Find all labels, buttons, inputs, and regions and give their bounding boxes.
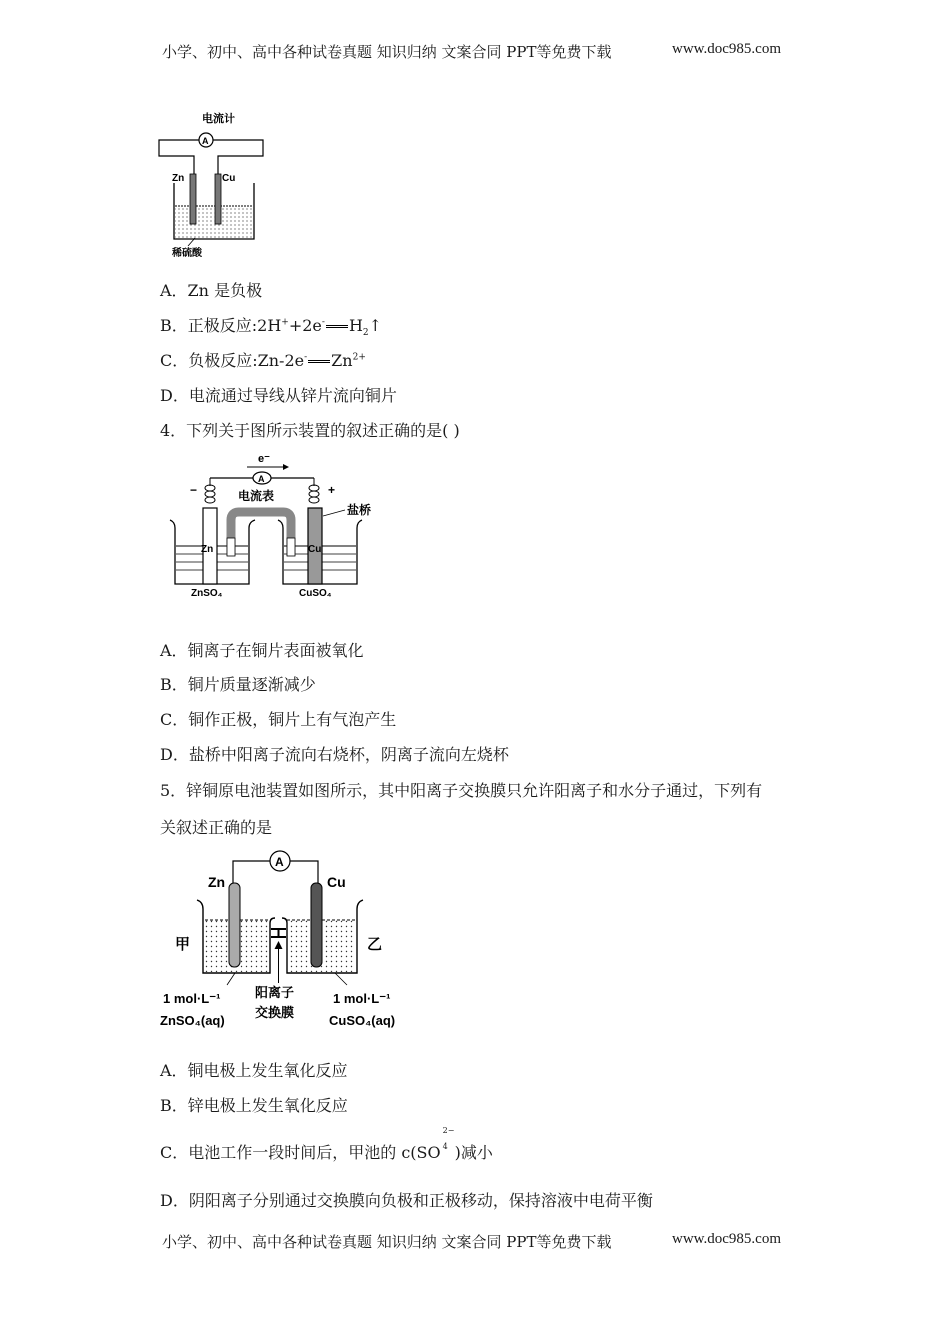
zn-electrode xyxy=(190,174,196,224)
cu-electrode xyxy=(311,883,322,967)
zn-label: Zn xyxy=(201,544,214,555)
zn-electrode xyxy=(229,883,240,967)
q4-option-d: D．盐桥中阳离子流向右烧杯，阴离子流向左烧杯 xyxy=(160,745,509,764)
ammeter-symbol: A xyxy=(275,855,284,869)
q5-stem-line2: 关叙述正确的是 xyxy=(160,818,273,837)
figure-membrane-cell xyxy=(155,845,415,1035)
q3-option-b: B．正极反应:2H++2e- $H_2↑$ xyxy=(160,316,383,339)
q5-option-c: C．电池工作一段时间后，甲池的 c(SO 2− 4 )减小 xyxy=(160,1126,493,1162)
q3-option-c: C．负极反应:Zn-2e- $Zn^{2+}$ xyxy=(160,351,366,370)
equals-sign xyxy=(326,325,348,328)
q5-option-b: B．锌电极上发生氧化反应 xyxy=(160,1096,348,1115)
q4-option-c: C．铜作正极，铜片上有气泡产生 xyxy=(160,710,397,729)
salt-bridge xyxy=(231,512,291,556)
ammeter-symbol: A xyxy=(202,136,209,146)
left-concentration: 1 mol·L⁻¹ xyxy=(163,991,221,1006)
znso4-label: ZnSO₄(aq) xyxy=(160,1013,225,1028)
ammeter-label: 电流计 xyxy=(202,113,235,125)
ammeter-label: 电流表 xyxy=(238,489,275,503)
membrane-label-line2: 交换膜 xyxy=(255,1005,295,1020)
figure-zn-cu-acid-cell xyxy=(150,108,280,260)
q4-stem: 4．下列关于图所示装置的叙述正确的是( ) xyxy=(160,421,460,440)
acid-solution xyxy=(175,206,253,238)
cuso4-label: CuSO₄(aq) xyxy=(329,1013,396,1028)
negative-sign: − xyxy=(190,483,198,497)
q3-option-a: A．Zn 是负极 xyxy=(160,281,263,300)
footer-url: www.doc985.com xyxy=(672,1231,782,1247)
cu-label: Cu xyxy=(327,874,346,890)
positive-sign: + xyxy=(328,483,336,497)
right-concentration: 1 mol·L⁻¹ xyxy=(333,991,391,1006)
electron-label: e⁻ xyxy=(258,453,270,465)
equals-sign xyxy=(308,360,330,363)
q3-option-d: D．电流通过导线从锌片流向铜片 xyxy=(160,386,397,405)
header-text: 小学、初中、高中各种试卷真题 知识归纳 文案合同 PPT等免费下载 xyxy=(162,43,612,61)
right-cell-label: 乙 xyxy=(367,936,383,953)
membrane-label-line1: 阳离子 xyxy=(255,985,295,1000)
q5-stem-line1: 5．锌铜原电池装置如图所示，其中阳离子交换膜只允许阳离子和水分子通过，下列有 xyxy=(160,781,763,800)
footer-text: 小学、初中、高中各种试卷真题 知识归纳 文案合同 PPT等免费下载 xyxy=(162,1233,612,1251)
ammeter-symbol: A xyxy=(258,474,265,484)
cuso4-label: CuSO₄ xyxy=(299,588,332,599)
q4-option-b: B．铜片质量逐渐减少 xyxy=(160,675,316,694)
q5-option-d: D．阴阳离子分别通过交换膜向负极和正极移动，保持溶液中电荷平衡 xyxy=(160,1191,653,1210)
zn-label: Zn xyxy=(208,874,226,890)
figure-salt-bridge-cell xyxy=(165,448,385,600)
header-url: www.doc985.com xyxy=(672,41,782,57)
zn-label: Zn xyxy=(172,173,185,184)
salt-bridge-label: 盐桥 xyxy=(347,503,372,517)
cu-electrode xyxy=(215,174,221,224)
cu-label: Cu xyxy=(222,173,236,184)
acid-label: 稀硫酸 xyxy=(172,248,202,259)
q5-option-a: A．铜电极上发生氧化反应 xyxy=(160,1061,348,1080)
cu-label: Cu xyxy=(308,544,322,555)
znso4-label: ZnSO₄ xyxy=(191,588,223,599)
left-cell-label: 甲 xyxy=(175,936,191,953)
q4-option-a: A．铜离子在铜片表面被氧化 xyxy=(160,641,364,660)
